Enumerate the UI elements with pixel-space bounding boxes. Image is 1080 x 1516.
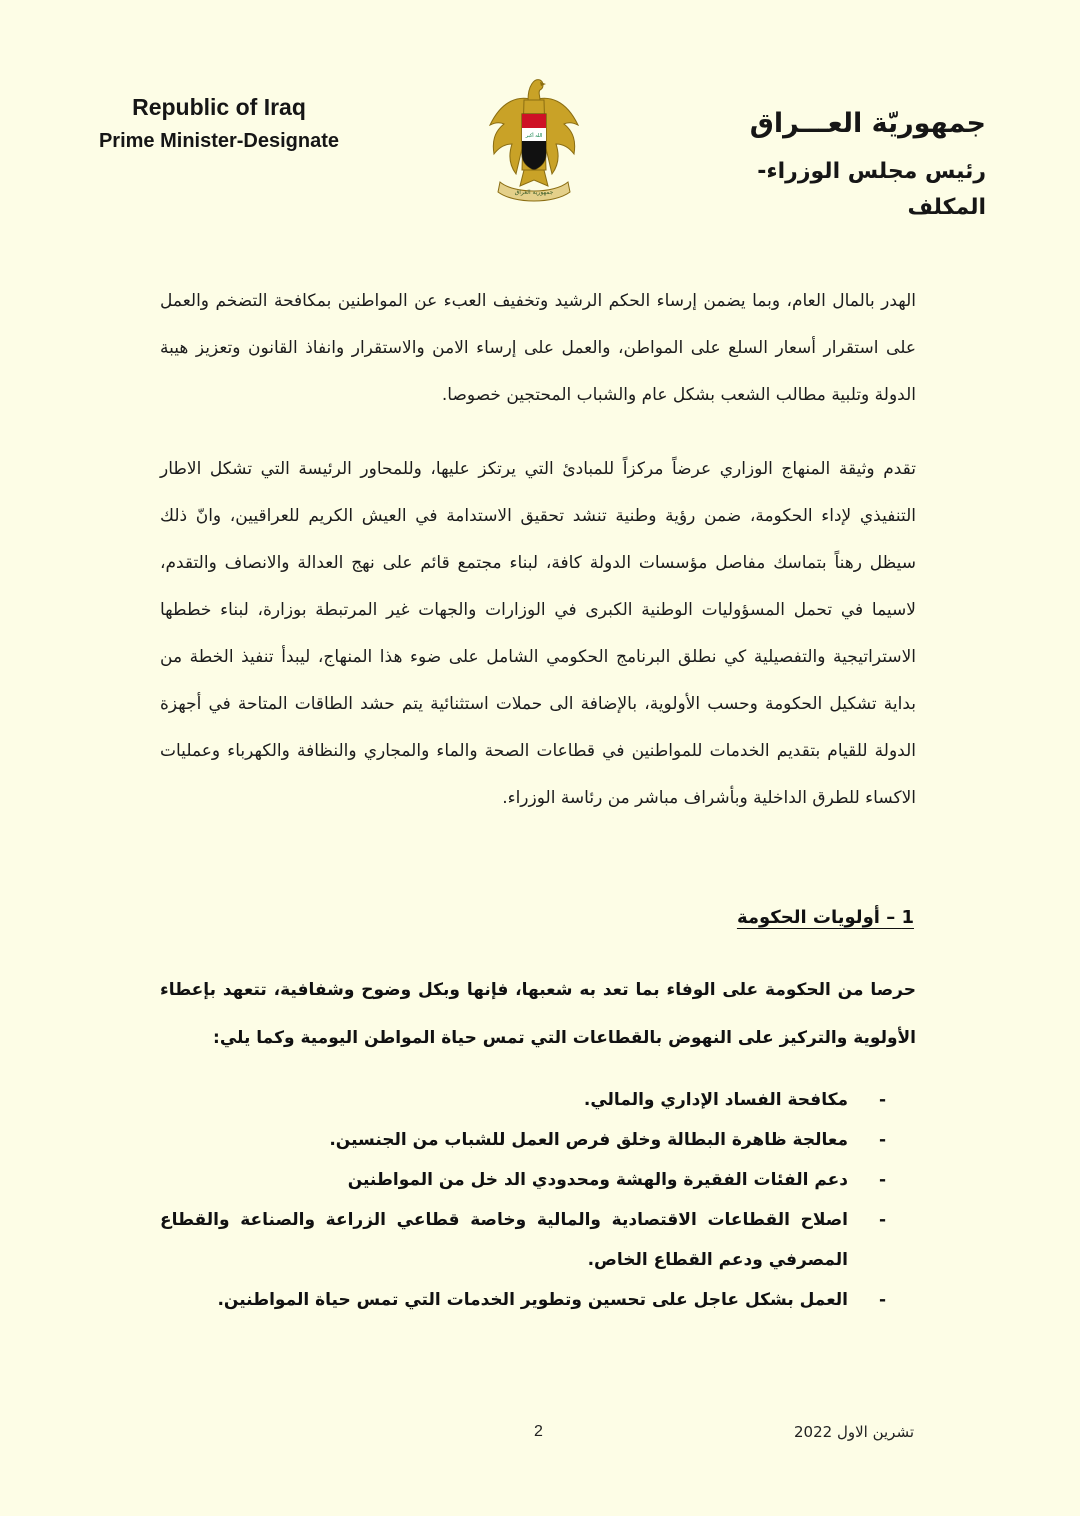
priorities-list: [160, 1080, 916, 1320]
office-title-en: Prime Minister-Designate: [98, 130, 340, 152]
list-item-text: العمل بشكل عاجل على تحسين وتطوير الخدمات التي تمس حياة المواطنين.: [217, 1290, 848, 1310]
country-name-ar: جمهوريّة العـــراق: [749, 108, 986, 139]
list-item-text: اصلاح القطاعات الاقتصادية والمالية وخاصة قطاعي الزراعة والصناعة والقطاع المصرفي ودعم القطاع الخاص.: [160, 1210, 848, 1270]
iraq-coat-of-arms-emblem: [484, 70, 584, 210]
bullet-dash: -: [878, 1090, 886, 1110]
bullet-dash: -: [878, 1130, 886, 1150]
list-item: [160, 1280, 916, 1320]
paragraph-1: الهدر بالمال العام، وبما يضمن إرساء الحكم الرشيد وتخفيف العبء عن المواطنين بمكافحة التضخم والعمل على استقرار أسعار السلع على المواطن، والعمل على إرساء الامن والاستقرار وانفاذ القانون وتعزيز هيبة الدولة وتلبية مطالب الشعب بشكل عام والشباب المحتجين خصوصا.: [160, 291, 916, 405]
list-item: [160, 1080, 916, 1120]
bullet-dash: -: [878, 1170, 886, 1190]
section-intro: حرصا من الحكومة على الوفاء بما تعد به شعبها، فإنها وبكل وضوح وشفافية، تتعهد بإعطاء الأولوية والتركيز على النهوض بالقطاعات التي تمس حياة المواطن اليومية وكما يلي:: [160, 980, 916, 1048]
header-english: [84, 92, 354, 156]
bullet-dash: -: [878, 1290, 886, 1310]
list-item: [160, 1160, 916, 1200]
shield-motto: الله أكبر: [525, 133, 543, 139]
footer-date: تشرين الاول 2022: [793, 1423, 914, 1441]
list-item-text: مكافحة الفساد الإداري والمالي.: [583, 1090, 848, 1110]
section-heading: 1 – أولويات الحكومة: [736, 907, 914, 928]
page-number: 2: [534, 1423, 543, 1440]
office-title-ar: رئيس مجلس الوزراء-المكلف: [757, 159, 986, 220]
list-item: [160, 1200, 916, 1280]
emblem-banner-text: جمهورية العراق: [514, 189, 554, 196]
header-arabic: [686, 104, 986, 226]
country-name-en: Republic of Iraq: [132, 94, 306, 120]
paragraph-2: تقدم وثيقة المنهاج الوزاري عرضاً مركزاً للمبادئ التي يرتكز عليها، وللمحاور الرئيسة التي تشكل الاطار التنفيذي لإداء الحكومة، ضمن رؤية وطنية تنشد تحقيق الاستدامة في العيش الكريم للعراقيين، وانّ ذلك سيظل رهناً بتماسك مفاصل مؤسسات الدولة كافة، لبناء مجتمع قائم على نهج العدالة والانصاف والتقدم، لاسيما في تحمل المسؤوليات الوطنية الكبرى في الوزارات والجهات غير المرتبطة بوزارة، لبناء خططها الاستراتيجية والتفصيلية كي نطلق البرنامج الحكومي الشامل على ضوء هذا المنهاج، ليبدأ تنفيذ الخطة من بداية تشكيل الحكومة وحسب الأولوية، بالإضافة الى حملات استثنائية يتم حشد الطاقات المتاحة في أجهزة الدولة للقيام بتقديم الخدمات للمواطنين في قطاعات الصحة والماء والمجاري والنظافة والكهرباء وعمليات الاكساء للطرق الداخلية وبأشراف مباشر من رئاسة الوزراء.: [160, 459, 916, 808]
bullet-dash: -: [878, 1210, 886, 1230]
list-item: [160, 1120, 916, 1160]
list-item-text: دعم الفئات الفقيرة والهشة ومحدودي الد خل من المواطنين: [347, 1170, 848, 1190]
list-item-text: معالجة ظاهرة البطالة وخلق فرص العمل للشباب من الجنسين.: [329, 1130, 848, 1150]
